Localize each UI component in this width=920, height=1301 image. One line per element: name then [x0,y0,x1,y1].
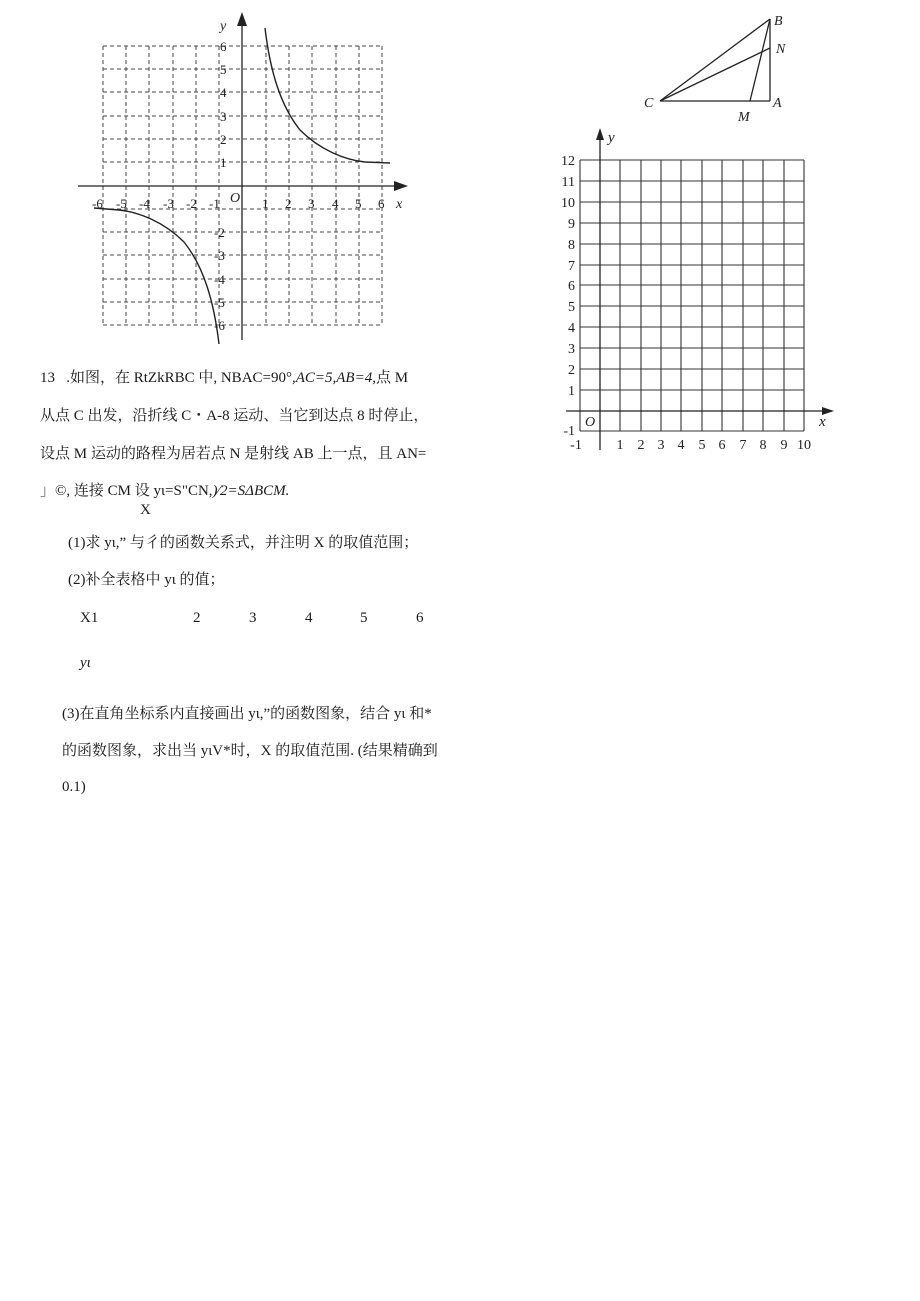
svg-text:-1: -1 [570,438,582,453]
table-y-label: yι [80,655,91,671]
svg-text:6: 6 [718,438,726,453]
svg-text:2: 2 [568,363,575,378]
table-x-value: 4 [305,610,313,626]
svg-text:-3: -3 [163,196,174,211]
svg-text:9: 9 [780,438,788,453]
table-x-value: 2 [193,610,201,626]
y-axis-arrow-icon [596,128,604,140]
svg-text:5: 5 [698,438,706,453]
svg-text:-5: -5 [116,196,127,211]
problem-line-3: 设点 M 运动的路程为居若点 N 是射线 AB 上一点，且 AN= [40,446,427,462]
svg-text:7: 7 [568,259,575,274]
solid-grid [580,160,804,431]
question-3-line-2: 的函数图象，求出当 yιV*时，X 的取值范围. (结果精确到 [62,743,438,759]
x-axis-label: x [396,197,403,212]
question-3-line-3: 0.1) [62,779,86,795]
hyperbola-branch-positive [265,28,390,163]
x-axis-arrow-icon [394,181,408,191]
svg-text:-1: -1 [563,424,575,439]
y-axis-label: y [608,130,615,146]
svg-text:-5: -5 [214,295,225,310]
question-2: (2)补全表格中 yι 的值； [68,572,225,588]
svg-text:5: 5 [568,300,575,315]
hyperbola-svg [70,10,420,350]
svg-text:2: 2 [220,132,227,147]
svg-text:1: 1 [220,155,227,170]
svg-text:-2: -2 [214,225,225,240]
svg-text:11: 11 [561,175,575,190]
svg-text:6: 6 [220,39,227,54]
problem-line-4: 」©, 连接 CM 设 yι=S"CN,)∕2=SΔBCM. [40,483,290,499]
origin-label: O [230,191,241,206]
svg-text:4: 4 [568,321,575,336]
svg-text:3: 3 [308,196,315,211]
svg-text:-6: -6 [92,196,103,211]
svg-text:-2: -2 [186,196,197,211]
svg-text:10: 10 [797,438,811,453]
svg-text:1: 1 [616,438,624,453]
svg-text:3: 3 [220,109,227,124]
triangle-svg [630,5,800,130]
question-1: (1)求 yι,” 与彳的函数关系式，并注明 X 的取值范围； [68,535,419,551]
problem-line-2: 从点 C 出发，沿折线 C・A-8 运动、当它到达点 8 时停止， [40,408,429,424]
vertex-C-label: C [644,96,654,111]
svg-text:9: 9 [568,217,575,232]
origin-label: O [585,415,596,430]
question-3-line-1: (3)在直角坐标系内直接画出 yι,”的函数图象，结合 yι 和* [62,706,432,722]
vertex-B-label: B [774,14,783,29]
triangle-figure [630,5,800,130]
svg-text:-6: -6 [214,318,225,333]
svg-text:8: 8 [759,438,767,453]
svg-text:-1: -1 [209,196,220,211]
svg-text:5: 5 [355,196,362,211]
vertex-N-label: N [776,42,786,57]
x-axis-label: x [819,414,826,430]
blank-grid-svg [540,120,840,460]
problem-line-5: X [140,502,151,518]
problem-line-1: 13 .如图，在 RtZkRBC 中, NBAC=90°,AC=5,AB=4,点 M [40,370,409,386]
svg-text:4: 4 [332,196,339,211]
svg-text:4: 4 [220,85,227,100]
svg-text:2: 2 [637,438,645,453]
table-x-value: 3 [249,610,257,626]
svg-text:-4: -4 [139,196,150,211]
problem-number: 13 [40,370,55,386]
svg-text:6: 6 [378,196,385,211]
vertex-M-label: M [738,110,750,125]
svg-text:4: 4 [677,438,685,453]
svg-text:3: 3 [657,438,665,453]
table-x-value: 5 [360,610,368,626]
table-x-label: X1 [80,610,99,626]
hyperbola-branch-negative [94,208,219,344]
svg-text:5: 5 [220,62,227,77]
svg-text:7: 7 [739,438,747,453]
vertex-A-label: A [773,96,782,111]
svg-text:12: 12 [561,154,575,169]
svg-text:10: 10 [561,196,575,211]
blank-grid-figure [540,120,840,460]
svg-text:1: 1 [568,384,575,399]
y-tick-labels [561,154,575,439]
y-axis-arrow-icon [237,12,247,26]
hyperbola-figure [70,10,420,350]
x-tick-labels [570,438,811,453]
svg-text:3: 3 [568,342,575,357]
svg-text:-4: -4 [214,272,225,287]
svg-text:6: 6 [568,279,575,294]
table-x-value: 6 [416,610,424,626]
svg-text:2: 2 [285,196,292,211]
svg-text:1: 1 [262,196,269,211]
svg-text:8: 8 [568,238,575,253]
y-axis-label: y [220,19,227,34]
svg-text:-3: -3 [214,248,225,263]
segment-CN [660,48,770,101]
